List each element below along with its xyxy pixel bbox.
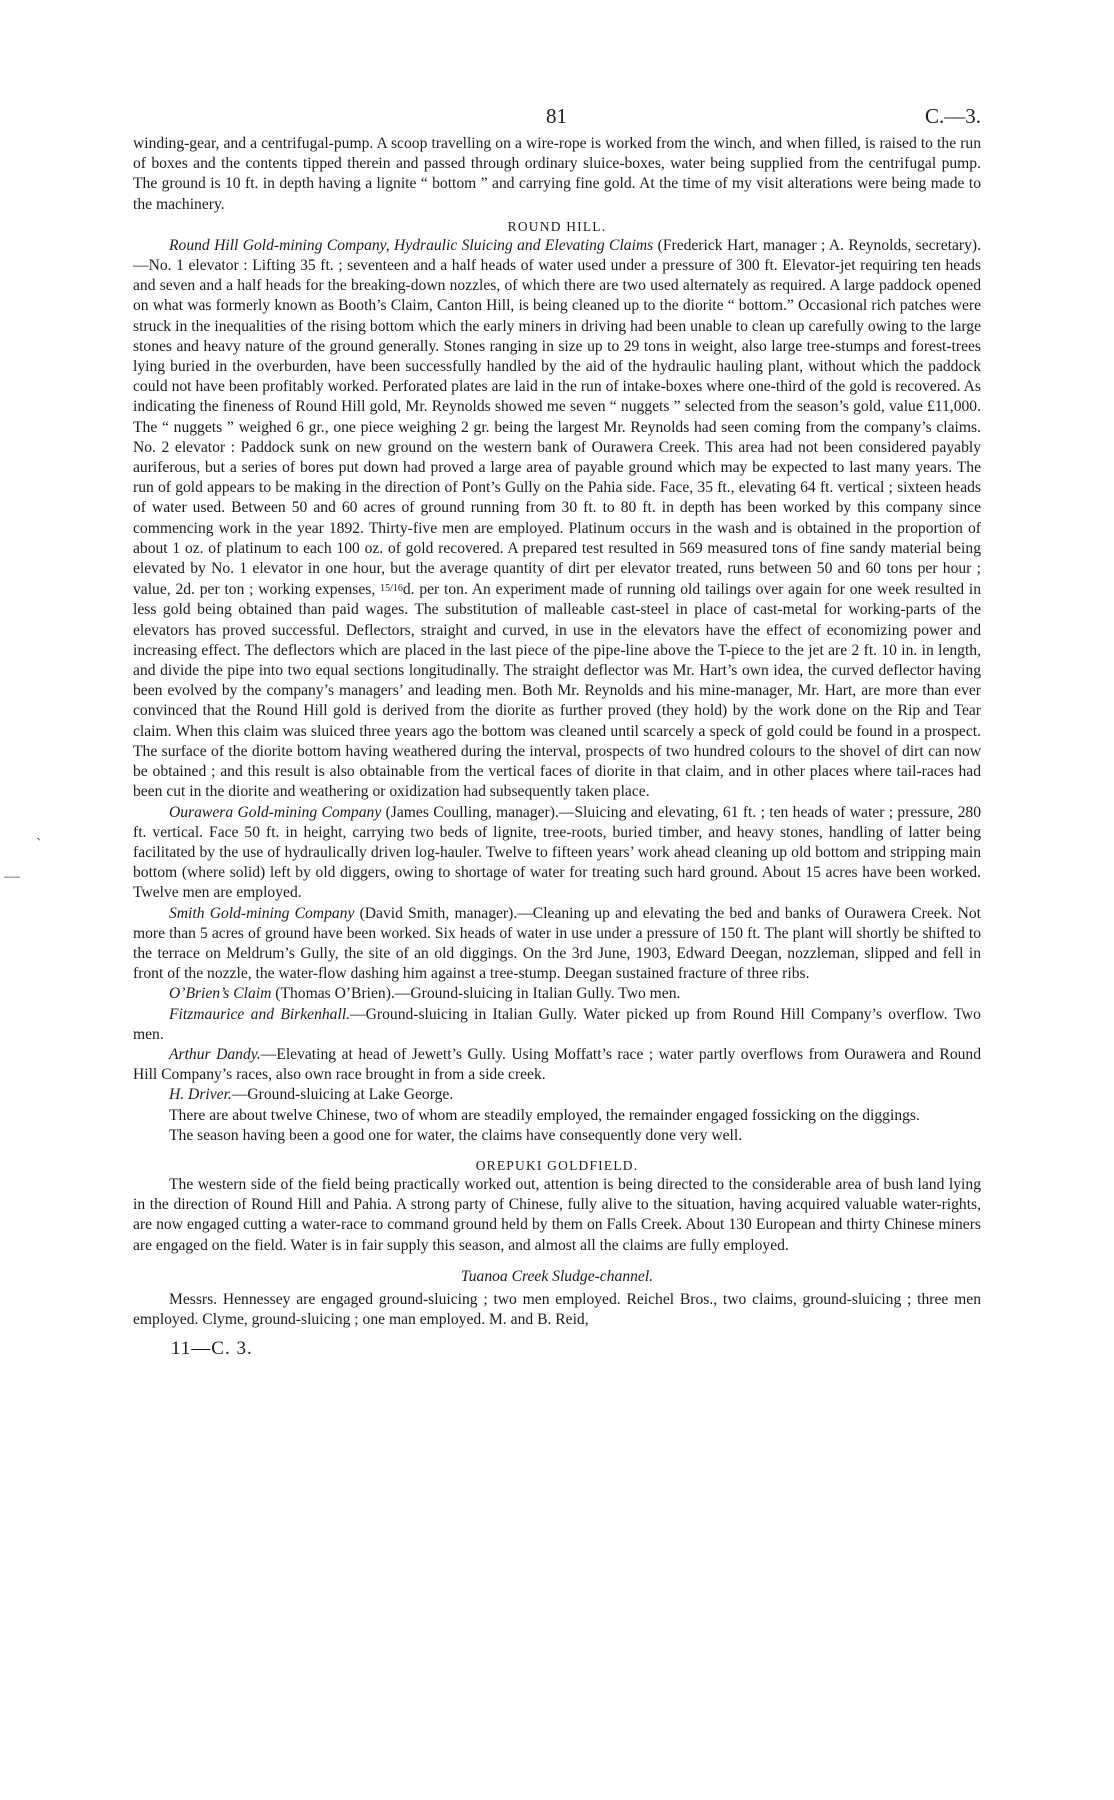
round-hill-text-part2: d. per ton. An experiment made of running old tailings over again for one week resulted in less gold being obtained than paid wages. The substitution of malleable cast-steel in place of cast-metal for working-parts of the elevators has proved successful. Deflectors, straight and curved, in use in the elevators have the effect of economizing power and increasing effect. The deflectors which are placed in the last piece of the pipe-line above the T-piece to the jet are 2 ft. 10 in. in length, and divide the pipe into two equal sections longitudinally. The straight deflector was Mr. Hart’s own idea, the curved deflector having been evolved by the company’s managers’ and leading men. Both Mr. Reynolds and his mine-manager, Mr. Hart, are more than ever convinced that the Round Hill gold is derived from the diorite as further proved (they hold) by the work done on the Rip and Tear claim. When this claim was sluiced three years ago the bottom was cleaned until scarcely a speck of gold could be found in a prospect. The surface of the diorite bottom having weathered during the interval, prospects of two hundred colours to the shovel of dirt can now be obtained ; and this result is also obtainable from the vertical faces of diorite in that claim, and in other places where tail-races had been cut in the diorite and weathering or oxidization had subsequently taken place.	[133, 581, 981, 801]
paragraph-round-hill-company	[133, 236, 981, 803]
section-heading-round-hill: ROUND HILL.	[507, 218, 607, 234]
section-heading-orepuki: OREPUKI GOLDFIELD.	[475, 1157, 639, 1173]
ourawera-text: (James Coulling, manager).—Sluicing and elevating, 61 ft. ; ten heads of water ; pressure, 280 ft. vertical. Face 50 ft. in height, carrying two beds of lignite, tree-roots, buried timber, and heavy stones, handling of latter being facilitated by the use of hydraulically driven log-hauler. Twelve to fifteen years’ work ahead cleaning up old bottom and stripping main bottom (where solid) left by old diggers, owing to shortage of water for treating such hard ground. About 15 acres have been worked. Twelve men are employed.	[133, 803, 981, 902]
paragraph-smith-company	[133, 904, 981, 985]
paragraph-fitzmaurice	[133, 1005, 981, 1045]
printer-signature: 11—C. 3.	[171, 1338, 253, 1360]
company-name-ourawera: Ourawera Gold-mining Company	[169, 803, 382, 821]
company-name-smith: Smith Gold-mining Company	[169, 904, 355, 922]
paragraph-season: The season having been a good one for water, the claims have consequently done very well.	[169, 1126, 743, 1144]
document-page	[133, 104, 981, 1360]
dandy-text: —Elevating at head of Jewett’s Gully. Using Moffatt’s race ; water partly overflows from Ourawera and Round Hill Company’s races, also own race brought in from a side creek.	[133, 1045, 982, 1084]
fitzmaurice-text: —Ground-sluicing in Italian Gully. Water picked up from Round Hill Company’s overflow. Two men.	[133, 1005, 981, 1043]
company-name-round-hill: Round Hill Gold-mining Company, Hydraulic Sluicing and Elevating Claims	[169, 236, 654, 254]
paragraph-arthur-dandy	[133, 1045, 981, 1085]
paragraph-obrien-claim	[133, 984, 981, 1004]
paragraph-machinery: winding-gear, and a centrifugal-pump. A scoop travelling on a wire-rope is worked from the winch, and when filled, is raised to the run of boxes and the contents tipped therein and passed through ordinary sluice-boxes, water being supplied from the centrifugal pump. The ground is 10 ft. in depth having a lignite “ bottom ” and carrying fine gold. At the time of my visit alterations were being made to the machinery.	[133, 135, 981, 213]
driver-text: —Ground-sluicing at Lake George.	[231, 1086, 454, 1104]
round-hill-text-part1: (Frederick Hart, manager ; A. Reynolds, secretary).—No. 1 elevator : Lifting 35 ft. ; seventeen and a half heads of water used under a pressure of 300 ft. Elevator-jet requiring ten heads and seven and a half heads for the breaking-down nozzles, of which there are two used alternately as required. A large paddock opened on what was formerly known as Booth’s Claim, Canton Hill, is being cleaned up to the diorite “ bottom.” Occasional rich patches were struck in the inequalities of the rising bottom which the early miners in driving had been unable to clean up carefully owing to the large stones and heavy nature of the ground generally. Stones ranging in size up to 29 tons in weight, also large tree-stumps and forest-trees lying buried in the overburden, have been successfully handled by the aid of the hydraulic hauling plant, without which the paddock could not have been profitably worked. Perforated plates are laid in the run of intake-boxes where one-third of the gold is recovered. As indicating the fineness of Round Hill gold, Mr. Reynolds showed me seven “ nuggets ” selected from the season’s gold, value £11,000. The “ nuggets ” weighed 6 gr., one piece weighing 2 gr. being the largest Mr. Reynolds had seen coming from the company’s claims. No. 2 elevator : Paddock sunk on new ground on the western bank of Ourawera Creek. This area had not been considered payably auriferous, but a series of bores put down had proved a large area of payable ground which may be expected to last many years. The run of gold appears to be making in the direction of Pont’s Gully on the Pahia side. Face, 35 ft., elevating 64 ft. vertical ; sixteen heads of water used. Between 50 and 60 acres of ground running from 30 ft. to 80 ft. in depth has been worked by this company since commencing work in the year 1892. Thirty-five men are employed. Platinum occurs in the wash and is obtained in the proportion of about 1 oz. of platinum to each 100 oz. of gold recovered. A prepared test resulted in 569 measured tons of fine sandy material being elevated by No. 1 elevator in one hour, but the average quantity of dirt per elevator treated, runs between 50 and 60 tons per hour ; value, 2d. per ton ; working expenses,	[133, 236, 981, 599]
claim-name-fitzmaurice: Fitzmaurice and Birkenhall.	[169, 1005, 351, 1023]
page-header	[133, 104, 981, 134]
claim-name-dandy: Arthur Dandy.	[169, 1045, 261, 1063]
smith-text: (David Smith, manager).—Cleaning up and elevating the bed and banks of Ourawera Creek. Not more than 5 acres of ground have been worked. Six heads of water in use under a pressure of 150 ft. The plant will shortly be shifted to the terrace on Meldrum’s Gully, the site of an old diggings. On the 3rd June, 1903, Edward Deegan, nozzleman, slipped and fell in front of the nozzle, the water-flow dashing him against a tree-stump. Deegan sustained fracture of three ribs.	[133, 904, 981, 983]
working-expenses-fraction: 15/16	[380, 583, 403, 595]
margin-mark: —	[4, 868, 20, 885]
page-number: 81	[546, 104, 567, 128]
paragraph-tuanoa: Messrs. Hennessey are engaged ground-sluicing ; two men employed. Reichel Bros., two claims, ground-sluicing ; three men employed. Clyme, ground-sluicing ; one man employed. M. and B. Reid,	[133, 1290, 981, 1328]
paragraph-ourawera-company	[133, 803, 981, 904]
claim-name-obrien: O’Brien’s Claim	[169, 985, 272, 1003]
paragraph-chinese-miners: There are about twelve Chinese, two of whom are steadily employed, the remainder engaged fossicking on the diggings.	[169, 1106, 920, 1124]
section-heading-tuanoa: Tuanoa Creek Sludge-channel.	[460, 1267, 654, 1285]
claim-name-driver: H. Driver.	[169, 1086, 232, 1104]
paragraph-h-driver	[133, 1085, 981, 1105]
obrien-text: (Thomas O’Brien).—Ground-sluicing in Italian Gully. Two men.	[271, 985, 681, 1003]
document-reference: C.—3.	[924, 104, 981, 128]
paragraph-orepuki: The western side of the field being practically worked out, attention is being directed to the considerable area of bush land lying in the direction of Round Hill and Pahia. A strong party of Chinese, fully alive to the situation, having acquired valuable water-rights, are now engaged cutting a water-race to command ground held by them on Falls Creek. About 130 European and thirty Chinese miners are engaged on the field. Water is in fair supply this season, and almost all the claims are fully employed.	[133, 1175, 981, 1254]
margin-mark: `	[36, 836, 42, 853]
